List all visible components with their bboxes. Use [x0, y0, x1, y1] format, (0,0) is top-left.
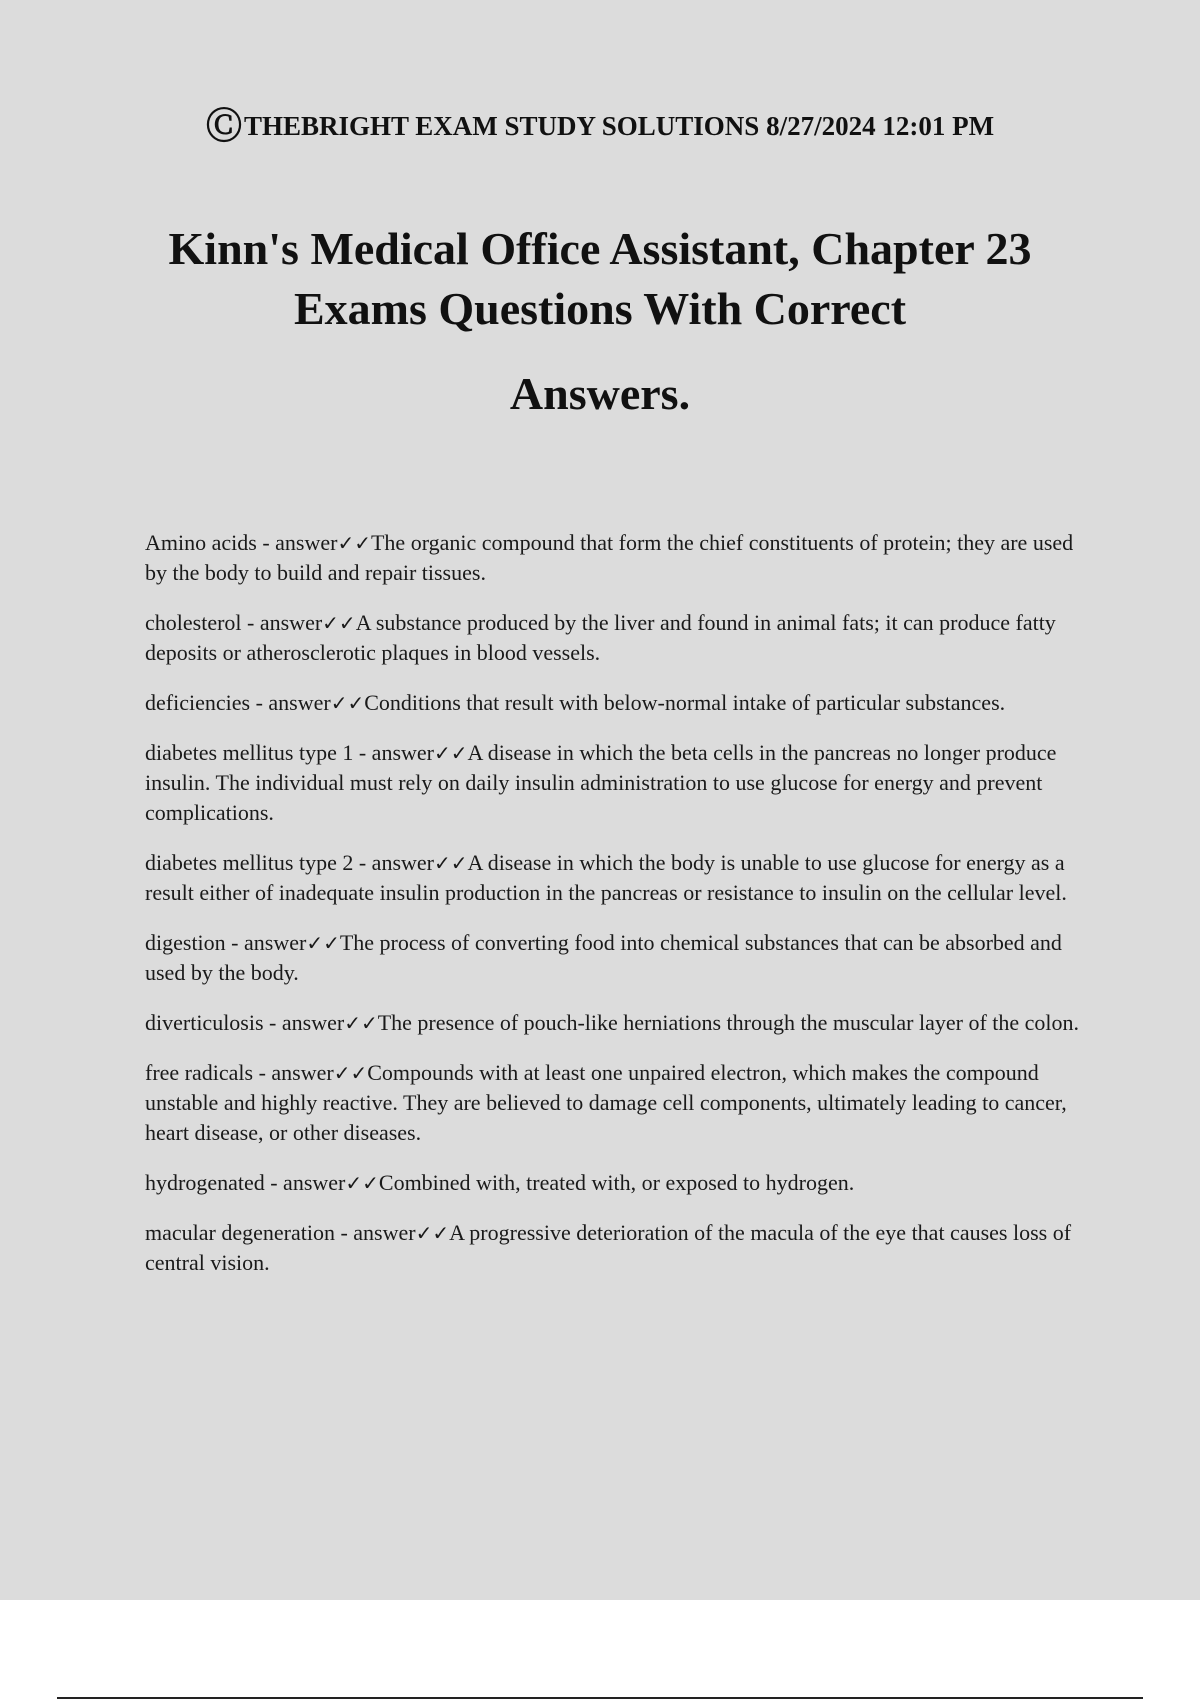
- double-check-icon: ✓✓: [337, 531, 371, 555]
- entry-definition: A disease in which the beta cells in the pancreas no longer produce insulin. The individual must rely on daily insulin administration to use glucose for energy and prevent complications.: [145, 740, 1057, 825]
- document-title-line-1: Kinn's Medical Office Assistant, Chapter 23: [168, 223, 1032, 274]
- entry-term: diabetes mellitus type 2: [145, 850, 354, 875]
- entry-definition: Compounds with at least one unpaired electron, which makes the compound unstable and highly reactive. They are believed to damage cell components, ultimately leading to cancer, heart disease, or other diseases.: [145, 1060, 1067, 1145]
- entry-definition: The process of converting food into chemical substances that can be absorbed and used by the body.: [145, 930, 1062, 985]
- answer-separator: - answer: [353, 850, 434, 875]
- answer-separator: - answer: [250, 690, 331, 715]
- glossary-entry: [145, 608, 1095, 668]
- double-check-icon: ✓✓: [330, 691, 365, 715]
- entry-term: macular degeneration: [145, 1220, 335, 1245]
- double-check-icon: ✓✓: [306, 931, 340, 955]
- entry-definition: A disease in which the body is unable to use glucose for energy as a result either of inadequate insulin production in the pancreas or resistance to insulin on the cellular level.: [145, 850, 1067, 905]
- entry-term: cholesterol: [145, 610, 242, 635]
- glossary-entry: [145, 688, 1095, 718]
- entry-term: free radicals: [145, 1060, 254, 1085]
- entry-definition: A progressive deterioration of the macula of the eye that causes loss of central vision.: [145, 1220, 1072, 1275]
- answer-separator: - answer: [256, 530, 338, 555]
- glossary-entry: [145, 1168, 1095, 1198]
- answer-separator: - answer: [353, 740, 434, 765]
- entry-definition: The presence of pouch-like herniations through the muscular layer of the colon.: [377, 1010, 1080, 1035]
- double-check-icon: ✓✓: [415, 1221, 450, 1245]
- entry-definition: The organic compound that form the chief constituents of protein; they are used by the body to build and repair tissues.: [145, 530, 1074, 585]
- answer-separator: - answer: [264, 1170, 346, 1195]
- glossary-entry: [145, 848, 1095, 908]
- answer-separator: - answer: [225, 930, 307, 955]
- page-header: [0, 98, 1200, 149]
- glossary-entry: [145, 1008, 1095, 1038]
- double-check-icon: ✓✓: [322, 611, 356, 635]
- entry-term: hydrogenated: [145, 1170, 265, 1195]
- glossary-entry: [145, 928, 1095, 988]
- double-check-icon: ✓✓: [344, 1011, 378, 1035]
- header-text: THEBRIGHT EXAM STUDY SOLUTIONS 8/27/2024 12:01 PM: [243, 111, 995, 141]
- next-page-divider: [57, 1697, 1143, 1699]
- answer-separator: - answer: [241, 610, 323, 635]
- document-title-line-3: Answers.: [509, 368, 691, 419]
- document-title-line-2: Exams Questions With Correct: [293, 283, 907, 334]
- entry-term: deficiencies: [145, 690, 251, 715]
- answer-separator: - answer: [253, 1060, 334, 1085]
- entry-definition: Conditions that result with below-normal intake of particular substances.: [364, 690, 1006, 715]
- entry-definition: A substance produced by the liver and found in animal fats; it can produce fatty deposits or atherosclerotic plaques in blood vessels.: [145, 610, 1056, 665]
- entry-term: diverticulosis: [145, 1010, 264, 1035]
- glossary-entry: [145, 738, 1095, 828]
- entry-term: Amino acids: [145, 530, 257, 555]
- double-check-icon: ✓✓: [434, 851, 468, 875]
- double-check-icon: ✓✓: [434, 741, 468, 765]
- glossary-entries: [145, 528, 1095, 1298]
- glossary-entry: [145, 1058, 1095, 1148]
- double-check-icon: ✓✓: [345, 1171, 379, 1195]
- answer-separator: - answer: [263, 1010, 345, 1035]
- glossary-entry: [145, 1218, 1095, 1278]
- copyright-icon: Ⓒ: [205, 106, 242, 146]
- glossary-entry: [145, 528, 1095, 588]
- entry-term: digestion: [145, 930, 226, 955]
- entry-definition: Combined with, treated with, or exposed to hydrogen.: [378, 1170, 855, 1195]
- double-check-icon: ✓✓: [333, 1061, 368, 1085]
- answer-separator: - answer: [334, 1220, 416, 1245]
- entry-term: diabetes mellitus type 1: [145, 740, 354, 765]
